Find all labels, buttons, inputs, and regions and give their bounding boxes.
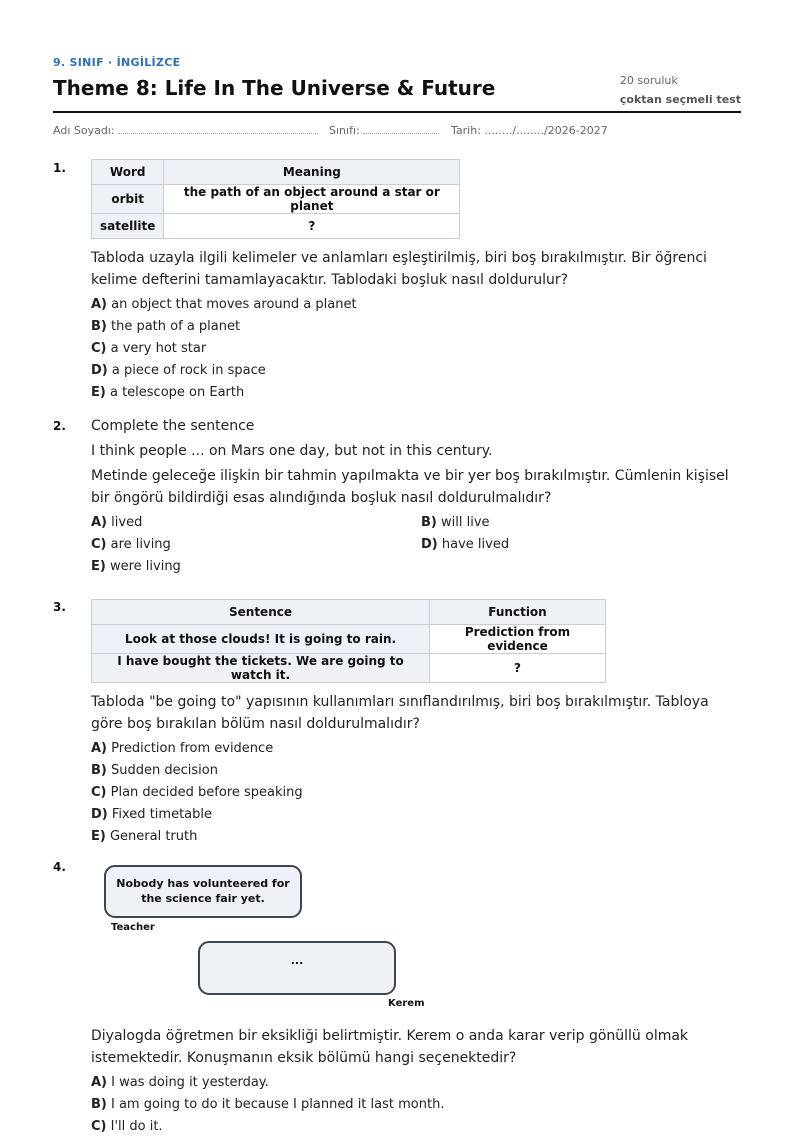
teacher-line: Nobody has volunteered for the science fair yet. [116, 877, 290, 905]
question-text: Tabloda uzayla ilgili kelimeler ve anlamları eşleştirilmiş, biri boş bırakılmıştır. Bir öğrenci kelime defterini tamamlayacaktır. Tablodaki boşluk nasıl doldurulur? [91, 250, 707, 288]
option-text: the path of a planet [111, 319, 241, 334]
question-1 [91, 159, 741, 404]
option-b[interactable] [91, 316, 741, 338]
table-cell: orbit [92, 185, 164, 214]
option-letter: B) [421, 515, 437, 530]
question-sentence: I think people ... on Mars one day, but not in this century. [91, 443, 493, 459]
table-row [92, 654, 606, 683]
option-d[interactable] [421, 534, 721, 556]
question-text: Metinde geleceğe ilişkin bir tahmin yapılmakta ve bir yer boş bırakılmıştır. Cümlenin kişisel bir öngörü bildirdiği esas alındığında boşluk nasıl doldurulmalıdır? [91, 468, 729, 506]
option-b[interactable] [421, 512, 721, 534]
option-letter: D) [91, 807, 108, 822]
table-row [92, 625, 606, 654]
kerem-speech-bubble [198, 941, 396, 995]
option-letter: A) [91, 297, 108, 312]
test-type: çoktan seçmeli test [619, 93, 741, 106]
question-text: Diyalogda öğretmen bir eksikliği belirtmiştir. Kerem o anda karar verip gönüllü olmak istemektedir. Konuşmanın eksik bölümü hangi seçenektedir? [91, 1028, 689, 1066]
page-title: Theme 8: Life In The Universe & Future [53, 76, 496, 100]
option-a[interactable] [91, 738, 741, 760]
option-letter: B) [91, 319, 107, 334]
option-text: were living [109, 559, 181, 574]
option-text: are living [110, 537, 171, 552]
option-text: a very hot star [110, 341, 207, 356]
table-cell: Look at those clouds! It is going to rain. [92, 625, 430, 654]
option-letter: E) [91, 385, 106, 400]
question-number: 1. [53, 161, 66, 175]
option-e[interactable] [91, 556, 421, 578]
option-text: an object that moves around a planet [111, 297, 357, 312]
table-cell: I have bought the tickets. We are going to watch it. [92, 654, 430, 683]
question-count: 20 soruluk [619, 74, 678, 87]
name-field[interactable] [53, 124, 318, 137]
option-e[interactable] [91, 826, 741, 848]
test-meta [620, 71, 741, 109]
option-a[interactable] [91, 512, 421, 534]
kerem-label: Kerem [388, 998, 425, 1009]
table-row [92, 185, 460, 214]
kerem-line: ... [290, 954, 304, 967]
table-cell: satellite [92, 214, 164, 239]
option-text: a telescope on Earth [109, 385, 245, 400]
option-text: I'll do it. [110, 1119, 163, 1134]
option-d[interactable] [91, 804, 741, 826]
teacher-label: Teacher [111, 922, 155, 933]
grade-subject-label: 9. SINIF · İNGİLİZCE [53, 56, 181, 69]
option-text: Sudden decision [111, 763, 218, 778]
option-c[interactable] [91, 782, 741, 804]
option-letter: E) [91, 829, 106, 844]
option-letter: A) [91, 741, 108, 756]
option-letter: A) [91, 1075, 108, 1090]
question-4 [91, 1025, 741, 1138]
option-letter: C) [91, 341, 107, 356]
table-cell: ? [164, 214, 460, 239]
option-a[interactable] [91, 294, 741, 316]
question-instruction: Complete the sentence [91, 418, 255, 434]
option-text: Plan decided before speaking [110, 785, 303, 800]
table-cell: the path of an object around a star or planet [164, 185, 460, 214]
be-going-to-table [91, 599, 606, 683]
option-b[interactable] [91, 1094, 741, 1116]
table-cell: ? [430, 654, 606, 683]
option-text: Fixed timetable [111, 807, 212, 822]
date-label: Tarih: ......../......../2026-2027 [451, 124, 608, 137]
name-label: Adı Soyadı: [53, 124, 115, 137]
table-header: Word [92, 160, 164, 185]
question-number: 4. [53, 860, 66, 874]
question-2 [91, 415, 741, 578]
name-blank [118, 125, 318, 134]
option-b[interactable] [91, 760, 741, 782]
option-text: will live [441, 515, 490, 530]
table-header: Function [430, 600, 606, 625]
option-letter: E) [91, 559, 106, 574]
option-a[interactable] [91, 1072, 741, 1094]
option-letter: C) [91, 537, 107, 552]
question-3 [91, 599, 741, 848]
option-text: Prediction from evidence [111, 741, 274, 756]
header-divider [53, 111, 741, 113]
option-text: have lived [441, 537, 510, 552]
option-text: I was doing it yesterday. [111, 1075, 269, 1090]
teacher-speech-bubble [104, 865, 302, 918]
option-letter: C) [91, 1119, 107, 1134]
question-number: 3. [53, 600, 66, 614]
table-cell: Prediction from evidence [430, 625, 606, 654]
class-field[interactable] [329, 124, 439, 137]
option-letter: A) [91, 515, 108, 530]
option-letter: D) [91, 363, 108, 378]
question-text: Tabloda "be going to" yapısının kullanımları sınıflandırılmış, biri boş bırakılmıştır. Tabloya göre boş bırakılan bölüm nasıl doldurulmalıdır? [91, 694, 709, 732]
option-c[interactable] [91, 338, 741, 360]
option-letter: D) [421, 537, 438, 552]
question-number: 2. [53, 419, 66, 433]
table-header: Meaning [164, 160, 460, 185]
option-d[interactable] [91, 360, 741, 382]
option-letter: B) [91, 763, 107, 778]
date-field[interactable] [451, 124, 608, 137]
vocabulary-table [91, 159, 460, 239]
table-header: Sentence [92, 600, 430, 625]
table-row [92, 214, 460, 239]
option-c[interactable] [91, 534, 421, 556]
class-label: Sınıfı: [329, 124, 360, 137]
class-blank [363, 125, 439, 134]
option-text: I am going to do it because I planned it last month. [111, 1097, 445, 1112]
option-text: a piece of rock in space [111, 363, 266, 378]
option-letter: B) [91, 1097, 107, 1112]
option-letter: C) [91, 785, 107, 800]
option-text: General truth [109, 829, 198, 844]
option-e[interactable] [91, 382, 741, 404]
option-text: lived [111, 515, 143, 530]
option-c[interactable] [91, 1116, 741, 1138]
